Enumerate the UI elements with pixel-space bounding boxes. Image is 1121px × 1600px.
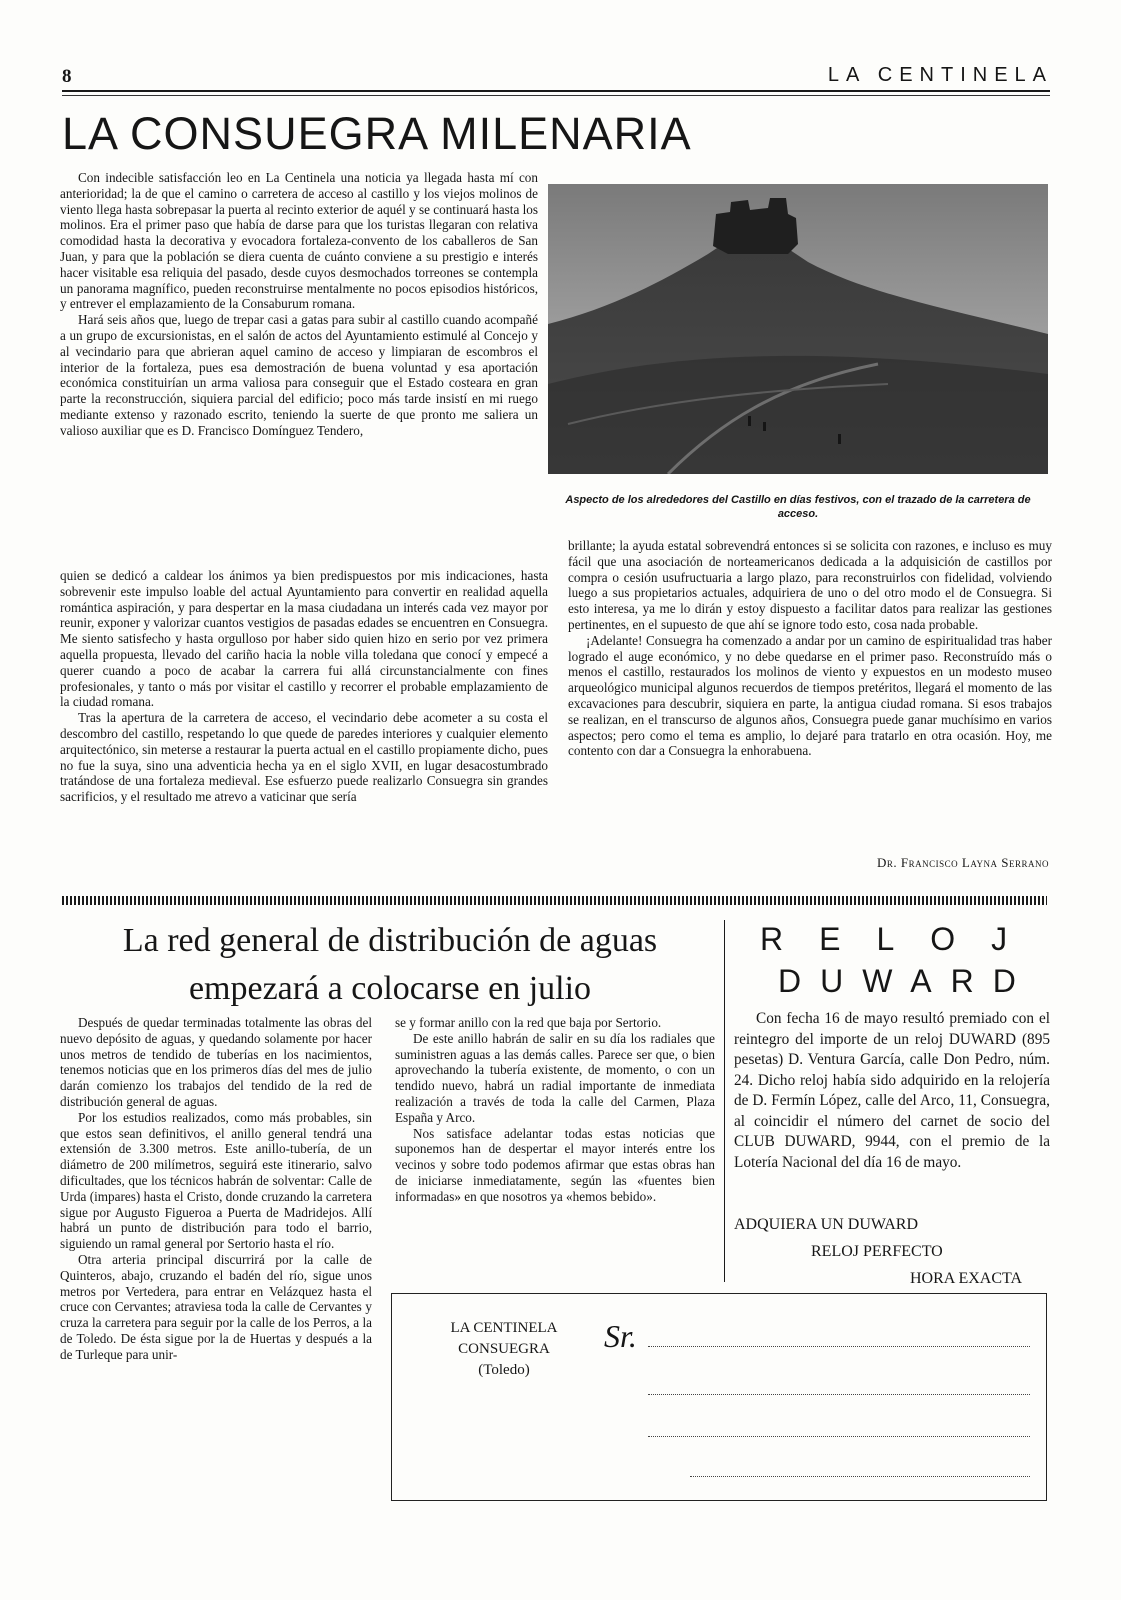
reloj-ad-body <box>734 1009 1050 1173</box>
paragraph: Con indecible satisfacción leo en La Centinela una noticia ya llegada hasta mí con anterioridad; la de que el camino o carretera de acceso al castillo y los viejos molinos de viento llega hasta sobrepasar la puerta al recinto exterior de aquél y se continuará hasta los molinos. Era el primer paso que había de darse para que los turistas llegaran con relativa comodidad hasta la decorativa y evocadora fortaleza-convento de los caballeros de San Juan, y para que la población se diera cuenta de cuánto conviene a su prestigio e interés hacer visitable esa reliquia del pasado, desde cuyos desmochados torreones se contempla un panorama magnífico, pueden reconstruirse mentalmente no pocos episodios históricos, y entrever el emplazamiento de la Consaburum romana. <box>60 170 538 312</box>
paragraph: Otra arteria principal discurrirá por la calle de Quinteros, abajo, cruzando el badén del río, sigue unos metros por Vertedera, para entrar en Velázquez hasta el cruce con Cervantes; atraviesa toda la calle de Cervantes y cruza la carretera para seguir por la calle de los Perros, a la de Toledo. De ésta sigue por la de Huertas y después a la de Turleque para unir- <box>60 1251 372 1362</box>
paragraph: se y formar anillo con la red que baja por Sertorio. <box>395 1015 662 1030</box>
reloj-ad-title-line1: RELOJ <box>760 921 1044 957</box>
address-line <box>648 1346 1030 1348</box>
header-rule-thin <box>62 95 1050 96</box>
paragraph: ¡Adelante! Consuegra ha comenzado a andar por un camino de espiritualidad tras haber logrado el auge económico, y no debe quedarse en el primer paso. Reconstruído más o menos el castillo, restaurados los molinos de viento y expuestos en un modesto museo arqueológico municipal algunos recuerdos de tiempos pretéritos, llegará el momento de las excavaciones para descubrir, siquiera en parte, la antigua ciudad romana. Si esos trabajos se realizan, en el transcurso de algunos años, Consuegra puede ganar muchísimo en varios aspectos; pero como el tema es amplio, lo dejaré para tratarlo en otra ocasión. Hoy, me contento con dar a Consuegra la enhorabuena. <box>568 632 1052 759</box>
paragraph: quien se dedicó a caldear los ánimos ya bien predispuestos por mis indicaciones, hasta sobrevenir este impulso loable del actual Ayuntamiento para convertir en realidad aquella romántica aspiración, y para despertar en la masa ciudadana un interés cada vez mayor por reunir, exponer y valorizar cuantos vestigios de pasadas edades se encuentren en Consuegra. Me siento satisfecho y hasta orgulloso por haber sido quien hizo en serio por vez primera aquella propuesta, llevado del cariño hacia la noble villa toledana que conocí y empecé a querer cuando a poco de acabar la carrera fui allá circunstancialmente con fines profesionales, y tanto o más por visitar el castillo y recorrer el probable emplazamiento de la ciudad romana. <box>60 568 548 710</box>
mail-box-address <box>414 1318 594 1381</box>
article2-title-line2: empezará a colocarse en julio <box>188 970 592 1007</box>
paragraph: Por los estudios realizados, como más probables, sin que estos sean definitivos, el anillo general tendrá una extensión de 3.300 metros. Este anillo-tubería, de un diámetro de 200 milímetros, seguirá este itinerario, salvo dificultades, que los técnicos habrán de solventar: Calle de Urda (impares) hasta el Cristo, donde cruzando la carretera sigue por Augusto Figueroa a Puerta de Madridejos. Allí habrá un punto de distribución para todo el barrio, siguiendo un ramal general por Sertorio hasta el río. <box>60 1109 372 1252</box>
castle-photo <box>548 184 1048 474</box>
paragraph: Hará seis años que, luego de trepar casi a gatas para subir al castillo cuando acompañé a un grupo de excursionistas, en el salón de actos del Ayuntamiento estimulé al Concejo y al vecindario para que abrieran aquel camino de acceso y limpiaran de escombros el interior de la fortaleza, pues esa demostración de buena voluntad y esa aportación económica constituirían un arma valiosa para conseguir que el Estado costeara en gran parte la reconstrucción, siquiera parcial del edificio; poco más tarde insistí en mi ruego mediante extenso y razonado escrito, teniendo la suerte de que pronto me saliera un valioso auxiliar que es D. Francisco Domínguez Tendero, <box>60 312 538 438</box>
photo-caption: Aspecto de los alrededores del Castillo en días festivos, con el trazado de la carretera de acceso. <box>565 494 1031 520</box>
mail-box-line2: CONSUEGRA <box>458 1341 550 1357</box>
section-divider <box>62 896 1047 905</box>
address-line <box>690 1476 1030 1478</box>
reloj-slogan-3: HORA EXACTA <box>910 1270 1023 1287</box>
article-title: LA CONSUEGRA MILENARIA <box>62 108 692 159</box>
article2-column1 <box>60 1015 372 1363</box>
mail-box-salutation: Sr. <box>604 1318 637 1354</box>
mail-box-line3: (Toledo) <box>478 1362 530 1378</box>
paragraph: Nos satisface adelantar todas estas noticias que suponemos han de despertar el mayor interés entre los vecinos y sobre todo podemos afirmar que estas obras han de iniciarse inmediatamente, según las «fuentes bien informadas» en que nosotros ya «hemos bebido». <box>395 1125 715 1204</box>
article2-title <box>55 917 725 1013</box>
address-line <box>648 1436 1030 1438</box>
column-rule <box>724 920 725 1282</box>
article2-column2 <box>395 1015 715 1205</box>
paragraph: De este anillo habrán de salir en su día los radiales que suministren aguas a las demás calles. Parece ser que, o bien aprovechando la tubería existente, de momento, o con un tendido nuevo, habrá un radial importante de inmediata realización a través de toda la calle del Carmen, Plaza España y Arco. <box>395 1030 715 1125</box>
paragraph: brillante; la ayuda estatal sobrevendrá entonces si se solicita con razones, e incluso es muy fácil que una asociación de norteamericanos dedicada a la adquisición de castillos por compra o cesión usufructuaria a largo plazo, para reconstruirlos con fidelidad, volviendo luego a sus propietarios actuales, adquiriera de uno o del otro modo el de Consuegra. Si esto interesa, ya me lo dirán y estoy dispuesto a facilitar datos para realizar las gestiones pertinentes, en el supuesto de que ahí se ignore todo esto, cosa nada probable. <box>568 538 1052 632</box>
reloj-ad-text: Con fecha 16 de mayo resultó premiado con el reintegro del importe de un reloj DUWARD (895 pesetas) D. Ventura García, calle Don Pedro, núm. 24. Dicho reloj había sido adquirido en la relojería de D. Fermín López, calle del Arco, 11, Consuegra, al coincidir el número del carnet de socio del CLUB DUWARD, 9944, con el premio de la Lotería Nacional del día 16 de mayo. <box>734 1010 1050 1171</box>
publication-name: LA CENTINELA <box>827 64 1053 86</box>
author-signature: Dr. Francisco Layna Serrano <box>877 855 1049 870</box>
mail-box-line1: LA CENTINELA <box>450 1320 558 1336</box>
reloj-ad-title-line2: DUWARD <box>778 963 1035 999</box>
article1-column1 <box>60 170 538 439</box>
reloj-ad-title <box>760 918 1050 1002</box>
address-line <box>648 1394 1030 1396</box>
reloj-slogan-1: ADQUIERA UN DUWARD <box>734 1216 918 1233</box>
page-number: 8 <box>62 66 72 87</box>
article2-title-line1: La red general de distribución de aguas <box>122 922 658 959</box>
paragraph: Tras la apertura de la carretera de acceso, el vecindario debe acometer a su costa el descombro del castillo, respetando lo que quede de paredes interiores y cualquier elemento arquitectónico, sin meterse a restaurar la puerta actual en el castillo propiamente dicho, pues no fue la suya, sino una adventicia hecha ya en el siglo XVII, en lugar desacostumbrado tratándose de una fortaleza medieval. Ese esfuerzo puede realizarlo Consuegra sin grandes sacrificios, y el resultado me atrevo a vaticinar que sería <box>60 710 548 805</box>
header-rule <box>62 90 1050 92</box>
article1-column2 <box>568 538 1052 759</box>
reloj-slogan-2: RELOJ PERFECTO <box>811 1243 943 1260</box>
article1-column1-continued <box>60 568 548 805</box>
paragraph: Después de quedar terminadas totalmente las obras del nuevo depósito de aguas, y quedando solamente por hacer unos metros de tendido de tuberías en los nacimientos, tenemos noticias que en los primeros días del mes de julio darán comienzo los trabajos del tendido de la red de distribución general de aguas. <box>60 1015 372 1109</box>
